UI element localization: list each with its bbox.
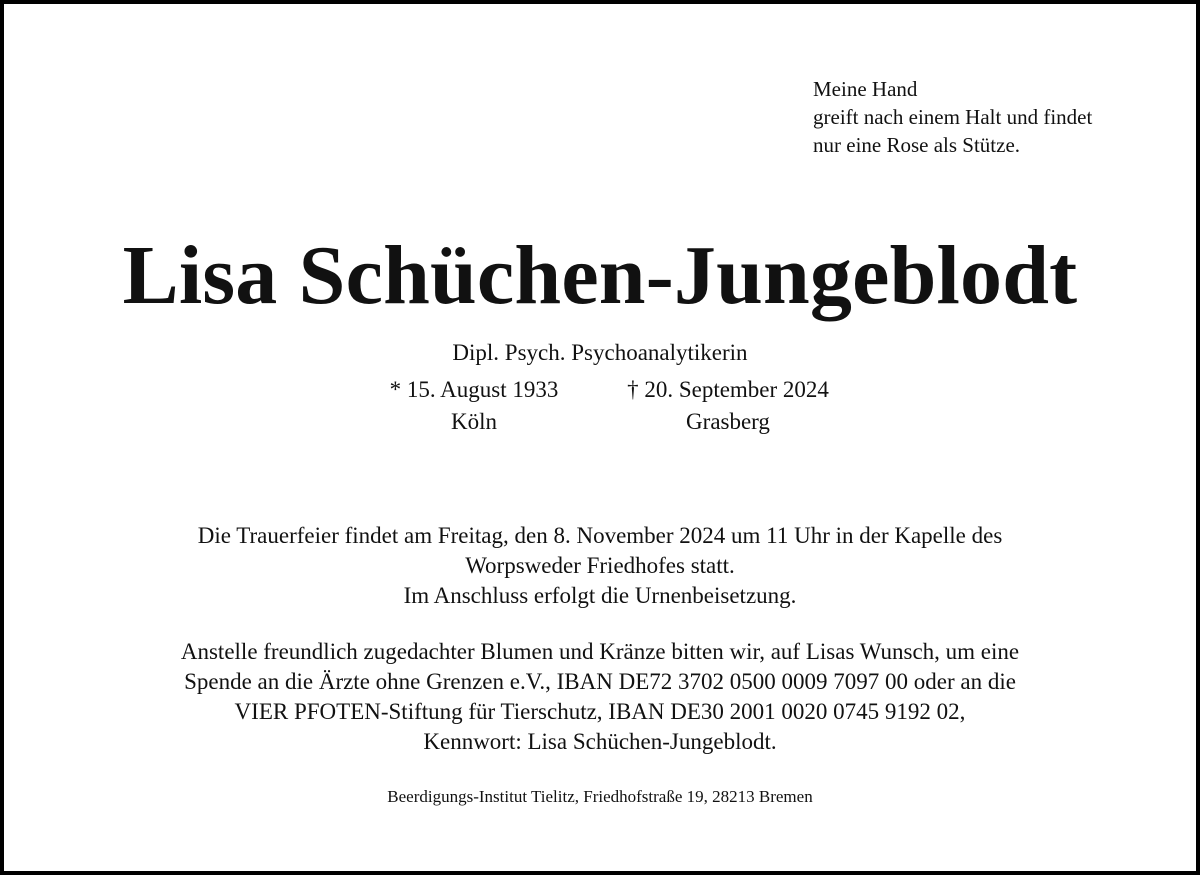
funeral-home-footer: Beerdigungs-Institut Tielitz, Friedhofstraße 19, 28213 Bremen [387, 787, 813, 806]
birth-date: * 15. August 1933 [389, 377, 559, 402]
birth-info [349, 374, 599, 438]
donation-line: Kennwort: Lisa Schüchen-Jungeblodt. [423, 729, 777, 754]
ceremony-line: Die Trauerfeier findet am Freitag, den 8. November 2024 um 11 Uhr in der Kapelle des [197, 523, 1003, 548]
death-info [600, 374, 856, 438]
poem-line: Meine Hand [813, 77, 918, 101]
death-date: † 20. September 2024 [627, 377, 829, 402]
ceremony-line: Worpsweder Friedhofes statt. [465, 553, 735, 578]
death-place: Grasberg [686, 409, 770, 434]
poem-line: greift nach einem Halt und findet [813, 105, 1093, 129]
birth-place: Köln [451, 409, 497, 434]
donation-request [4, 637, 1196, 757]
poem-line: nur eine Rose als Stütze. [813, 133, 1021, 157]
ceremony-line: Im Anschluss erfolgt die Urnenbeisetzung. [403, 583, 797, 608]
ceremony-announcement [4, 521, 1196, 611]
deceased-name: Lisa Schüchen-Jungeblodt [122, 229, 1078, 322]
donation-line: VIER PFOTEN-Stiftung für Tierschutz, IBAN DE30 2001 0020 0745 9192 02, [234, 699, 966, 724]
donation-line: Anstelle freundlich zugedachter Blumen und Kränze bitten wir, auf Lisas Wunsch, um eine [180, 639, 1020, 664]
donation-line: Spende an die Ärzte ohne Grenzen e.V., IBAN DE72 3702 0500 0009 7097 00 oder an die [184, 669, 1016, 694]
poem-quote [813, 75, 1092, 159]
deceased-profession: Dipl. Psych. Psychoanalytikerin [452, 340, 748, 365]
